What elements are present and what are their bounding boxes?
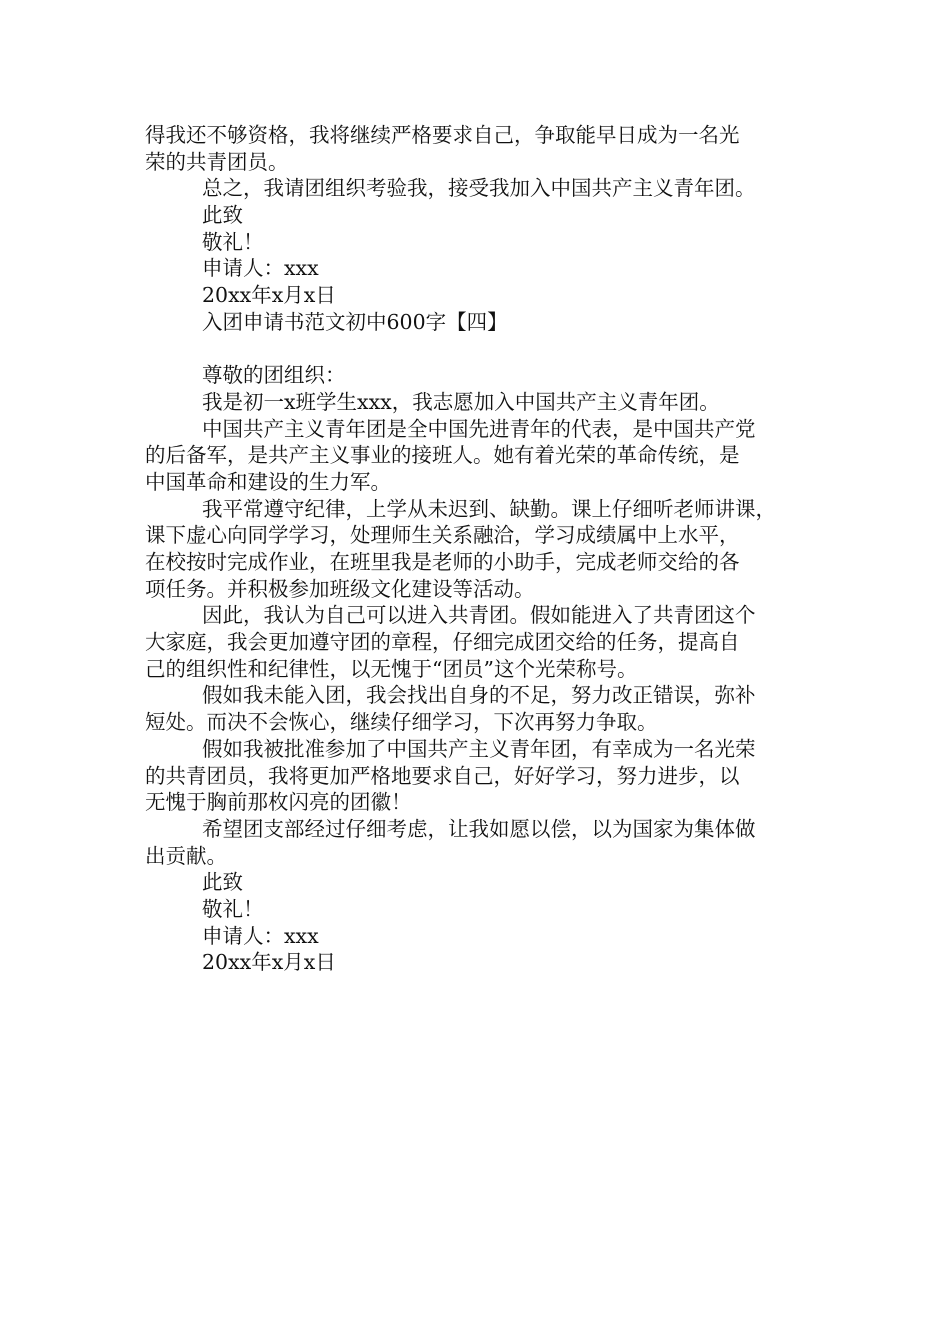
paragraph-line: 中国革命和建设的生力军。 [145,469,391,494]
paragraph-line: 的后备军，是共产主义事业的接班人。她有着光荣的革命传统，是 [145,443,740,468]
section-title: 入团申请书范文初中600字【四】 [202,309,508,334]
date-line: 20xx年x月x日 [202,283,336,308]
applicant-line: 申请人：xxx [202,256,319,281]
respect-line: 敬礼！ [202,229,264,254]
paragraph-line: 希望团支部经过仔细考虑，让我如愿以偿，以为国家为集体做 [202,816,756,841]
paragraph-line: 的共青团员，我将更加严格地要求自己，好好学习，努力进步，以 [145,763,740,788]
paragraph-line: 大家庭，我会更加遵守团的章程，仔细完成团交给的任务，提高自 [145,630,740,655]
date-line: 20xx年x月x日 [202,950,336,975]
continuation-line: 得我还不够资格，我将继续严格要求自己，争取能早日成为一名光 [145,123,740,147]
closing-paragraph: 总之，我请团组织考验我，接受我加入中国共产主义青年团。 [202,176,756,201]
blank-line [145,336,825,363]
paragraph-line: 己的组织性和纪律性，以无愧于“团员”这个光荣称号。 [145,656,638,681]
paragraph-line: 因此，我认为自己可以进入共青团。假如能进入了共青团这个 [202,603,756,628]
respect-line: 敬礼！ [202,896,264,921]
paragraph-line: 在校按时完成作业，在班里我是老师的小助手，完成老师交给的各 [145,550,740,574]
applicant-line: 申请人：xxx [202,923,319,948]
paragraph-line: 假如我未能入团，我会找出自身的不足，努力改正错误，弥补 [202,683,756,708]
paragraph-line: 我平常遵守纪律，上学从未迟到、缺勤。课上仔细听老师讲课， [202,496,776,521]
paragraph-line: 短处。而决不会恢心，继续仔细学习，下次再努力争取。 [145,710,658,735]
paragraph-line: 我是初一x班学生xxx，我志愿加入中国共产主义青年团。 [202,389,720,414]
paragraph-line: 出贡献。 [145,843,227,868]
paragraph-line: 课下虚心向同学学习，处理师生关系融洽，学习成绩属中上水平， [145,523,740,548]
paragraph-line: 假如我被批准参加了中国共产主义青年团，有幸成为一名光荣 [202,736,756,761]
salutation-close: 此致 [202,870,243,895]
paragraph-line: 项任务。并积极参加班级文化建设等活动。 [145,576,535,601]
salutation-close: 此致 [202,203,243,228]
continuation-line: 荣的共青团员。 [145,149,289,174]
paragraph-line: 无愧于胸前那枚闪亮的团徽！ [145,790,412,815]
greeting: 尊敬的团组织： [202,363,346,388]
paragraph-line: 中国共产主义青年团是全中国先进青年的代表，是中国共产党 [202,416,756,441]
document-body [145,122,825,976]
